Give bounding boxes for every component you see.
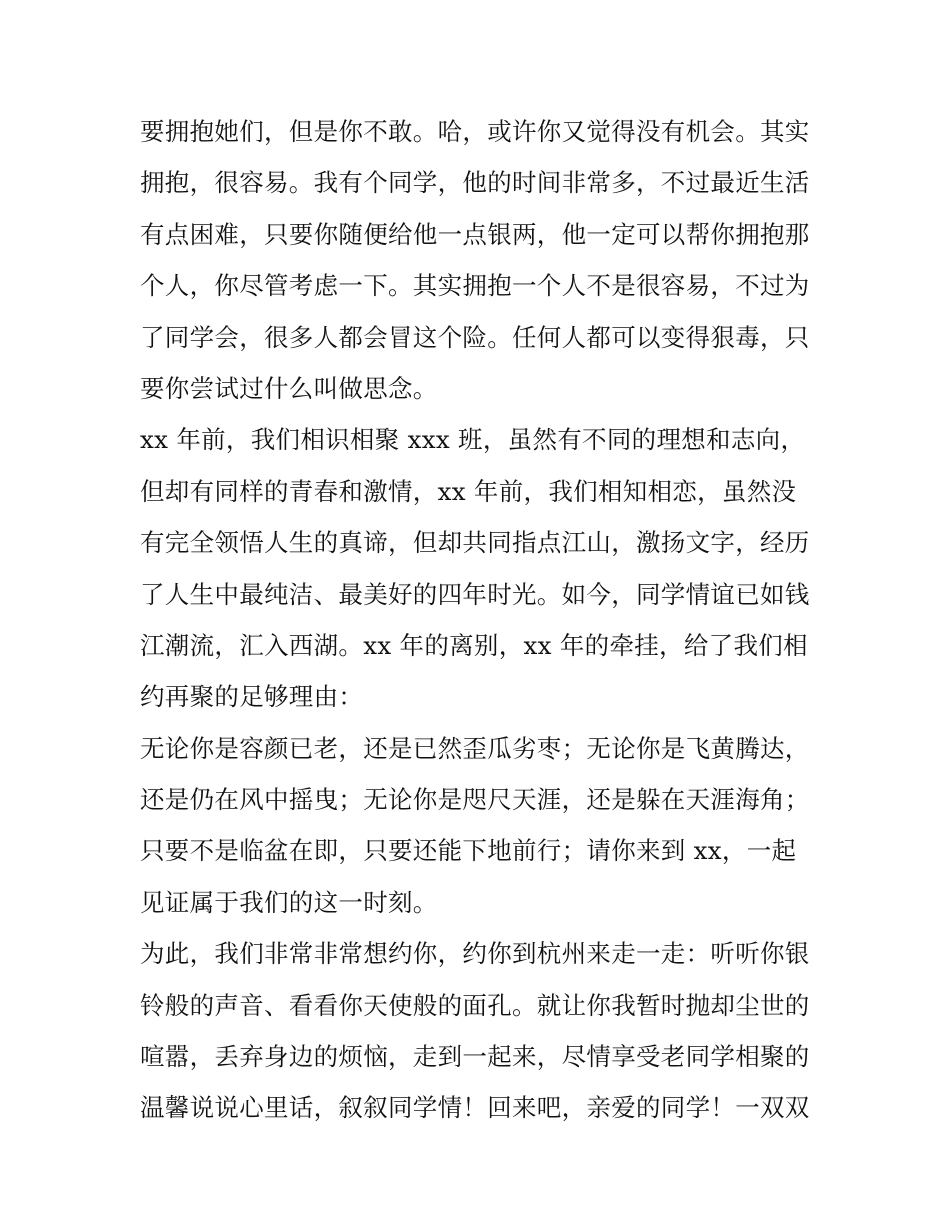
text-line: 见证属于我们的这一时刻。 <box>140 887 438 917</box>
text-line: 了同学会，很多人都会冒这个险。任何人都可以变得狠毒，只 <box>140 322 810 352</box>
text-line: 要你尝试过什么叫做思念。 <box>140 373 438 403</box>
text-line: xx 年前，我们相识相聚 xxx 班，虽然有不同的理想和志向， <box>140 425 806 455</box>
text-line: 个人，你尽管考虑一下。其实拥抱一个人不是很容易，不过为 <box>140 271 810 301</box>
text-line: 江潮流，汇入西湖。xx 年的离别，xx 年的牵挂，给了我们相 <box>140 630 808 660</box>
text-line: 有点困难，只要你随便给他一点银两，他一定可以帮你拥抱那 <box>140 219 810 249</box>
body-text <box>140 106 820 1134</box>
text-line: 温馨说说心里话，叙叙同学情！回来吧，亲爱的同学！一双双 <box>140 1093 810 1123</box>
text-line: 但却有同样的青春和激情，xx 年前，我们相知相恋，虽然没 <box>140 476 797 506</box>
text-line: 为此，我们非常非常想约你，约你到杭州来走一走：听听你银 <box>140 939 810 969</box>
text-line: 了人生中最纯洁、最美好的四年时光。如今，同学情谊已如钱 <box>140 579 810 609</box>
text-line: 约再聚的足够理由： <box>140 682 364 712</box>
text-line: 喧嚣，丢弃身边的烦恼，走到一起来，尽情享受老同学相聚的 <box>140 1042 810 1072</box>
text-line: 要拥抱她们，但是你不敢。哈，或许你又觉得没有机会。其实 <box>140 117 810 146</box>
text-line: 还是仍在风中摇曳；无论你是咫尺天涯，还是躲在天涯海角； <box>140 785 810 815</box>
text-line: 只要不是临盆在即，只要还能下地前行；请你来到 xx，一起 <box>140 836 797 866</box>
text-line: 有完全领悟人生的真谛，但却共同指点江山，激扬文字，经历 <box>140 528 810 558</box>
text-line: 无论你是容颜已老，还是已然歪瓜劣枣；无论你是飞黄腾达， <box>140 733 810 763</box>
text-line: 铃般的声音、看看你天使般的面孔。就让你我暂时抛却尘世的 <box>140 990 810 1020</box>
text-line: 拥抱，很容易。我有个同学，他的时间非常多，不过最近生活 <box>140 168 810 198</box>
